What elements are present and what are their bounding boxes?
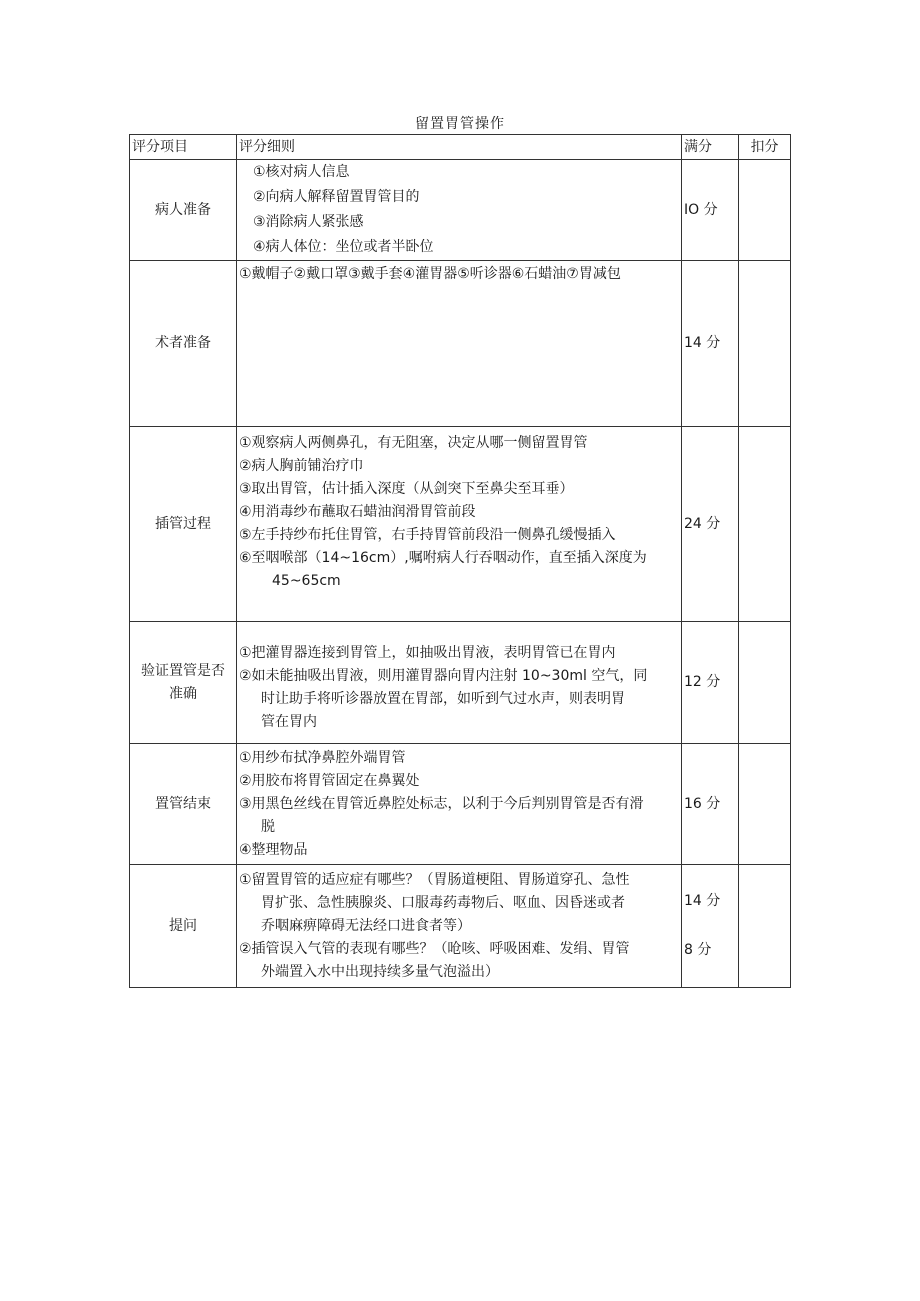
row-scores [682, 865, 739, 988]
detail-line: ②如未能抽吸出胃液，则用灌胃器向胃内注射 10~30ml 空气，同 [239, 667, 648, 684]
detail-line: ②向病人解释留置胃管目的 [253, 189, 420, 205]
detail-line: ⑤左手持纱布托住胃管，右手持胃管前段沿一侧鼻孔缓慢插入 [239, 527, 616, 543]
table-row [130, 865, 791, 988]
table-row [130, 622, 791, 744]
detail-line: ①核对病人信息 [253, 164, 350, 180]
row-item-line: 验证置管是否 [141, 662, 225, 679]
row-deduct [739, 865, 791, 988]
detail-line: 脱 [261, 818, 275, 835]
row-item: 术者准备 [130, 261, 237, 427]
header-full-score: 满分 [682, 135, 739, 160]
header-detail: 评分细则 [237, 135, 682, 160]
detail-line: ④整理物品 [239, 841, 308, 858]
row-score: IO 分 [682, 160, 739, 261]
table-header-row [130, 135, 791, 160]
scoring-table [129, 134, 791, 988]
detail-line: 时让助手将听诊器放置在胃部，如听到气过水声，则表明胃 [261, 690, 625, 707]
row-score: 14 分 [682, 261, 739, 427]
detail-line: 乔咽麻痹障碍无法经口进食者等） [261, 917, 471, 934]
detail-line: ④用消毒纱布蘸取石蜡油润滑胃管前段 [239, 504, 476, 520]
row-item: 病人准备 [130, 160, 237, 261]
table-row [130, 744, 791, 865]
detail-line: ②病人胸前铺治疗巾 [239, 458, 364, 474]
row-details [237, 865, 682, 988]
row-item-line: 准确 [169, 685, 197, 702]
detail-line: ①观察病人两侧鼻孔，有无阻塞，决定从哪一侧留置胃管 [239, 435, 588, 451]
row-score: 16 分 [682, 744, 739, 865]
table-row [130, 261, 791, 427]
row-deduct [739, 744, 791, 865]
row-item [130, 622, 237, 744]
row-details [237, 622, 682, 744]
row-item: 插管过程 [130, 427, 237, 622]
row-details [237, 261, 682, 427]
row-details [237, 744, 682, 865]
header-item: 评分项目 [130, 135, 237, 160]
detail-line: ③取出胃管，估计插入深度（从剑突下至鼻尖至耳垂） [239, 481, 574, 497]
row-score: 8 分 [684, 942, 712, 958]
row-deduct [739, 160, 791, 261]
header-deduct: 扣分 [739, 135, 791, 160]
page-title: 留置胃管操作 [415, 116, 505, 132]
detail-line: ⑥至咽喉部（14~16cm）,嘱咐病人行吞咽动作，直至插入深度为 [239, 550, 647, 566]
detail-line: ②插管误入气管的表现有哪些？（呛咳、呼吸困难、发绢、胃管 [239, 940, 630, 957]
row-score: 14 分 [684, 893, 721, 909]
detail-line: ③消除病人紧张感 [253, 214, 364, 230]
detail-line: ③用黑色丝线在胃管近鼻腔处标志，以利于今后判别胃管是否有滑 [239, 795, 644, 812]
row-score: 12 分 [682, 622, 739, 744]
detail-line: 45~65cm [272, 573, 341, 589]
row-deduct [739, 622, 791, 744]
detail-line: ①用纱布拭净鼻腔外端胃管 [239, 749, 406, 766]
row-details [237, 160, 682, 261]
row-deduct [739, 427, 791, 622]
row-deduct [739, 261, 791, 427]
row-details [237, 427, 682, 622]
detail-line: 管在胃内 [261, 713, 317, 730]
detail-line: 外端置入水中出现持续多量气泡溢出） [261, 963, 499, 980]
detail-line: ①留置胃管的适应症有哪些？（胃肠道梗阻、胃肠道穿孔、急性 [239, 871, 630, 888]
detail-line: ①戴帽子②戴口罩③戴手套④灌胃器⑤听诊器⑥石蜡油⑦胃减包 [239, 266, 621, 282]
row-item: 提问 [130, 865, 237, 988]
table-row [130, 427, 791, 622]
table-row [130, 160, 791, 261]
detail-line: ①把灌胃器连接到胃管上，如抽吸出胃液，表明胃管已在胃内 [239, 644, 616, 661]
row-item: 置管结束 [130, 744, 237, 865]
row-score: 24 分 [682, 427, 739, 622]
detail-line: 胃扩张、急性胰腺炎、口服毒药毒物后、呕血、因昏迷或者 [261, 894, 625, 911]
detail-line: ②用胶布将胃管固定在鼻翼处 [239, 772, 420, 789]
detail-line: ④病人体位：坐位或者半卧位 [253, 239, 434, 255]
